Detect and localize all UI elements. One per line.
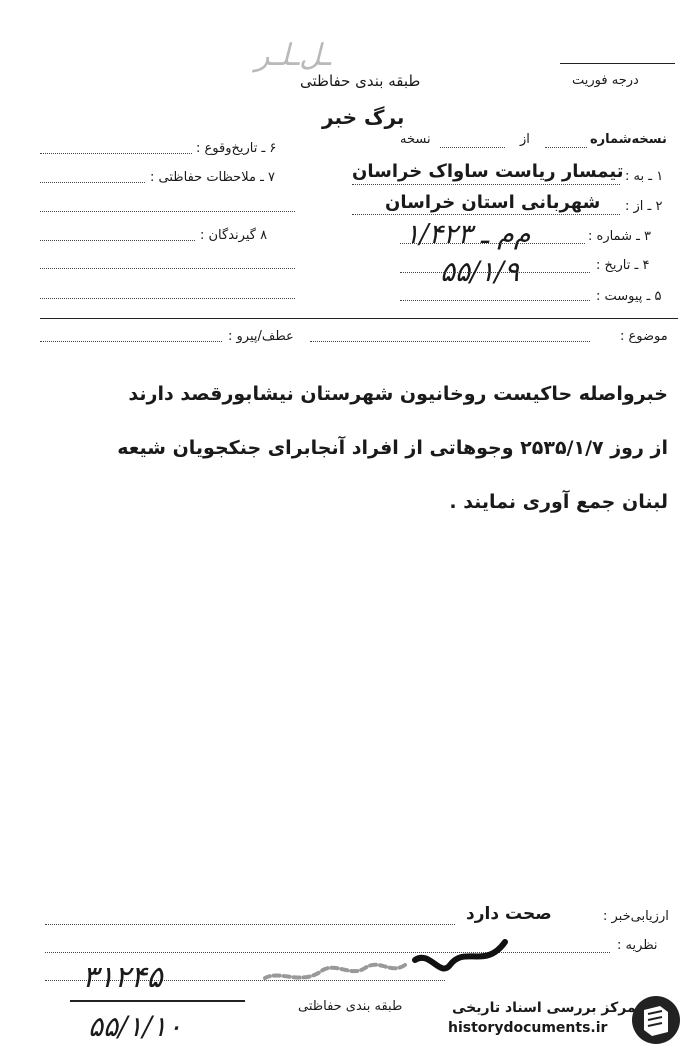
header-separator <box>40 318 678 319</box>
register-underline <box>70 1000 245 1002</box>
copy-number-label: نسخه‌شماره <box>590 132 667 147</box>
subject-label: موضوع : <box>620 329 668 344</box>
field-2-dots <box>352 214 620 215</box>
field-2-value: شهربانی استان خراسان <box>385 192 601 213</box>
field-8-dots-3 <box>40 298 295 299</box>
classification-top-label: طبقه بندی حفاظتی <box>300 72 421 90</box>
reference-dots <box>40 341 222 342</box>
body-line-2: از روز ۲۵۳۵/۱/۷ وجوهاتی از افراد آنجابرای جنکجویان شیعه <box>117 437 668 459</box>
field-3-handwritten-number: ۱/م‌م ـ ۴۲۳ <box>405 219 531 250</box>
archive-name: مرکز بررسی اسناد تاریخی <box>452 1000 636 1016</box>
copy-of-label: از <box>520 132 530 147</box>
field-8-recipients: ۸ گیرندگان : <box>200 228 268 243</box>
faint-handwriting-mark: ـل‌ـلـر <box>255 38 331 73</box>
copy-total-dots <box>440 147 505 148</box>
field-1-label: ۱ ـ به : <box>625 169 664 184</box>
handwritten-register-date: ۵۵/۱/۱۰ <box>88 1010 183 1043</box>
body-line-1: خبرواصله حاکیست روخانیون شهرستان نیشابورقصد دارند <box>128 383 668 405</box>
urgency-rule <box>560 63 675 64</box>
field-6-dots <box>40 153 192 154</box>
body-line-3: لبنان جمع آوری نمایند . <box>449 491 668 513</box>
field-5-label: ۵ ـ پیوست : <box>596 289 662 304</box>
field-7-dots <box>40 182 145 183</box>
subject-dots <box>310 341 590 342</box>
field-4-label: ۴ ـ تاریخ : <box>596 258 650 273</box>
evaluation-label: ارزیابی‌خبر : <box>603 909 669 924</box>
opinion-label: نظریه : <box>617 938 658 953</box>
handwritten-register-number: ۳۱۲۴۵ <box>82 960 163 995</box>
field-4-dots <box>400 272 590 273</box>
copy-number-dots <box>545 147 587 148</box>
archive-logo-icon <box>630 994 682 1046</box>
field-7-dots-2 <box>40 211 295 212</box>
field-3-dots <box>400 243 585 244</box>
evaluation-value: صحت دارد <box>466 904 552 924</box>
reference-label: عطف/پیرو : <box>228 329 294 344</box>
field-5-dots <box>400 300 590 301</box>
field-8-dots <box>40 240 195 241</box>
field-6-occurrence-date: ۶ ـ تاریخ‌وقوع : <box>196 141 277 156</box>
field-2-label: ۲ ـ از : <box>625 199 663 214</box>
archive-url: historydocuments.ir <box>448 1020 608 1036</box>
field-1-value: تیمسار ریاست ساواک خراسان <box>352 161 624 182</box>
signature-mark <box>255 930 515 990</box>
field-1-dots <box>352 184 620 185</box>
evaluation-dots <box>45 924 455 925</box>
field-4-handwritten-date: ۵۵/۱/۹ <box>440 255 520 288</box>
urgency-label: درجه فوریت <box>572 73 639 88</box>
form-title: برگ خبر <box>322 105 405 129</box>
copy-label: نسخه <box>400 132 431 147</box>
field-7-security-notes: ۷ ـ ملاحظات حفاظتی : <box>150 170 275 185</box>
classification-bottom-label: طبقه بندی حفاظتی <box>298 999 403 1014</box>
field-8-dots-2 <box>40 268 295 269</box>
field-3-label: ۳ ـ شماره : <box>588 229 652 244</box>
